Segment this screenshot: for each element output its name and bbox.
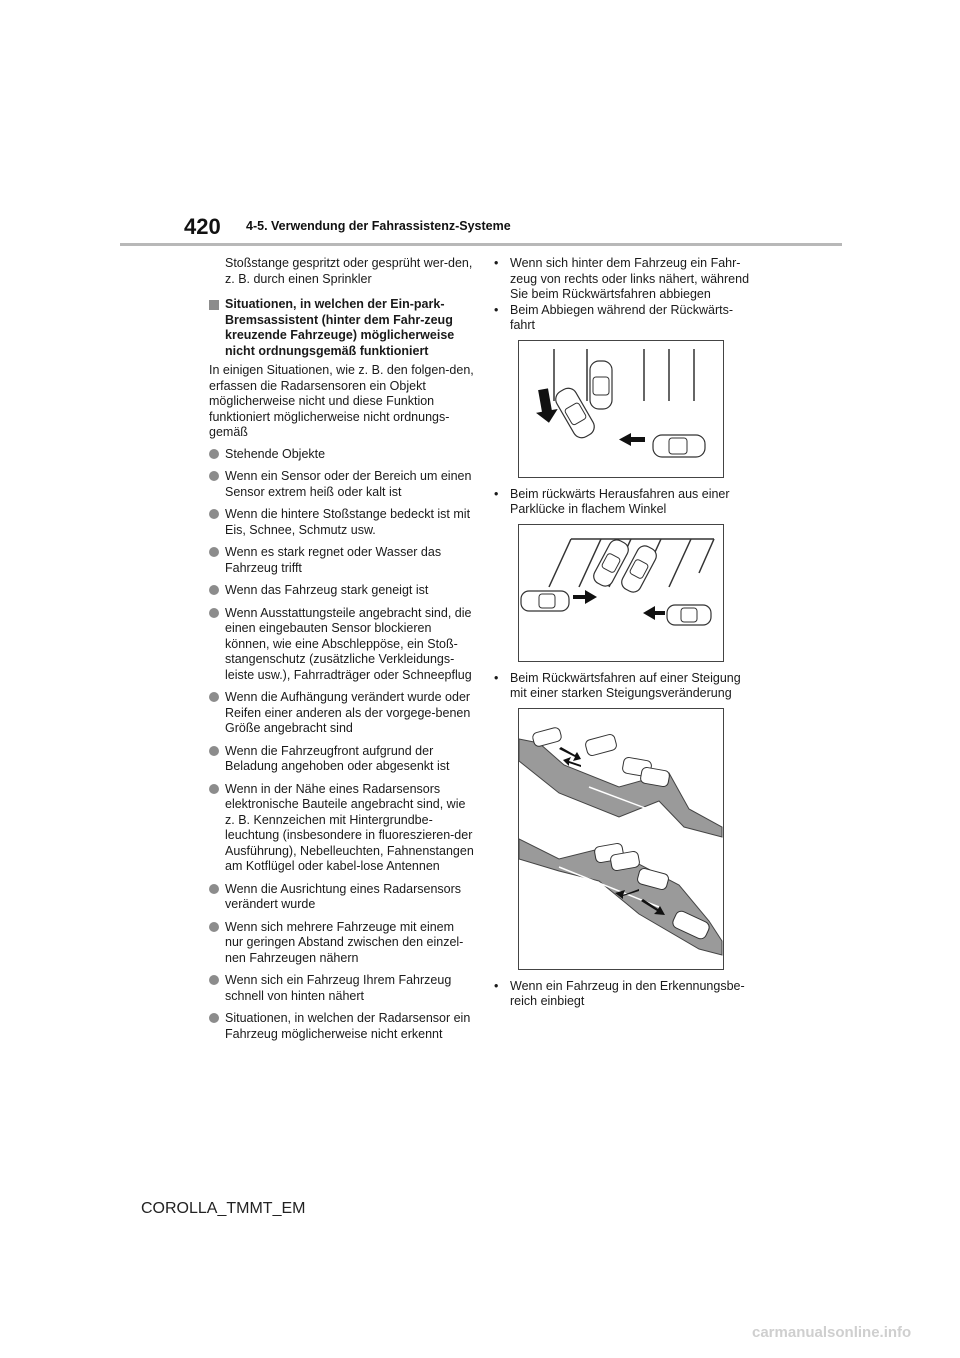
list-item [209, 1011, 475, 1042]
left-column [209, 256, 475, 1049]
circle-bullet-icon [209, 746, 219, 756]
intro-continuation: Stoßstange gespritzt oder gesprüht wer-den, z. B. durch einen Sprinkler [225, 256, 473, 286]
list-item [209, 782, 475, 875]
dash-bullet: • [494, 670, 499, 685]
circle-bullet-icon [209, 585, 219, 595]
list-item [209, 744, 475, 775]
dash-bullet: • [494, 486, 499, 501]
list-item [209, 882, 475, 913]
circle-bullet-icon [209, 471, 219, 481]
car-icon [532, 726, 563, 747]
list-item-text: Wenn ein Sensor oder der Bereich um einen Sensor extrem heiß oder kalt ist [225, 469, 472, 499]
list-item [209, 469, 475, 500]
approaching-car-icon [653, 435, 705, 457]
circle-bullet-icon [209, 692, 219, 702]
list-item-text: Wenn es stark regnet oder Wasser das Fahrzeug trifft [225, 545, 442, 575]
list-item [209, 583, 475, 599]
parked-car-icon [590, 361, 612, 409]
circle-bullet-icon [209, 784, 219, 794]
list-item-text: Wenn ein Fahrzeug in den Erkennungsbe-reich einbiegt [510, 978, 745, 1008]
list-item [209, 690, 475, 737]
right-arrow-icon [573, 590, 597, 604]
illustration-reverse-turn [518, 340, 724, 478]
left-arrow-icon [619, 433, 645, 446]
list-item [492, 671, 754, 702]
list-item-text: Wenn sich mehrere Fahrzeuge mit einem nur geringen Abstand zwischen den einzel-nen Fahrzeugen nähern [225, 919, 464, 965]
list-item-text: Wenn die hintere Stoßstange bedeckt ist mit Eis, Schnee, Schmutz usw. [225, 507, 471, 537]
list-item-text: Wenn sich hinter dem Fahrzeug ein Fahr-zeug von rechts oder links nähert, während Sie beim Rückwärtsfahren abbiegen [510, 256, 750, 301]
list-item [209, 606, 475, 684]
list-item-text: Stehende Objekte [225, 446, 326, 461]
list-item-text: Beim Rückwärtsfahren auf einer Steigung mit einer starken Steigungsveränderung [510, 670, 741, 700]
list-item-text: Wenn sich ein Fahrzeug Ihrem Fahrzeug schnell von hinten nähert [225, 973, 452, 1003]
circle-bullet-icon [209, 884, 219, 894]
circle-bullet-icon [209, 922, 219, 932]
circle-bullet-icon [209, 547, 219, 557]
list-item [492, 979, 754, 1010]
circle-bullet-icon [209, 608, 219, 618]
circle-bullet-icon [209, 975, 219, 985]
list-item [492, 487, 754, 518]
dash-bullet: • [494, 978, 499, 993]
section-heading-text: Situationen, in welchen der Ein-park-Bremsassistent (hinter dem Fahr-zeug kreuzende Fahrzeuge) möglicherweise nicht ordnungsgemäß funktioniert [225, 297, 455, 358]
watermark: carmanualsonline.info [752, 1324, 912, 1341]
list-item [492, 256, 754, 303]
illustration-slope [518, 708, 724, 970]
circle-bullet-icon [209, 1013, 219, 1023]
list-item [209, 973, 475, 1004]
turn-arrow-icon [532, 387, 560, 424]
list-item-text: Wenn in der Nähe eines Radarsensors elektronische Bauteile angebracht sind, wie z. B. Kennzeichen mit Hintergrundbe-leuchtung (insbesondere in fluoreszieren-der Ausführung), Nebelleuchten, Fahnenstangen am Kotflügel oder kabel-lose Antennen [225, 781, 474, 873]
intro-paragraph: In einigen Situationen, wie z. B. den folgen-den, erfassen die Radarsensoren ein Objekt möglicherweise nicht und diese Funktion funktioniert möglicherweise nicht ordnungs-gemäß [209, 363, 474, 439]
circle-bullet-icon [209, 449, 219, 459]
car-icon [584, 733, 617, 756]
list-item-text: Wenn die Aufhängung verändert wurde oder Reifen einer anderen als der vorgege-benen Größe angebracht sind [225, 690, 471, 735]
list-item-text: Wenn Ausstattungsteile angebracht sind, die einen eingebauten Sensor blockieren können, wie eine Abschleppöse, ein Stoß-stangenschutz (zusätzliche Verkleidungs-leiste usw.), Fahrradträger oder Schneepflug [225, 605, 472, 682]
left-arrow-icon [643, 606, 665, 620]
list-item-text: Wenn die Fahrzeugfront aufgrund der Beladung angehoben oder abgesenkt ist [225, 743, 450, 773]
list-item-text: Beim rückwärts Herausfahren aus einer Parklücke in flachem Winkel [510, 486, 730, 516]
list-item [209, 920, 475, 967]
list-item-text: Wenn die Ausrichtung eines Radarsensors verändert wurde [225, 881, 462, 911]
reversing-car-icon [521, 591, 569, 611]
square-bullet-icon [209, 300, 219, 310]
dash-bullet: • [494, 256, 499, 270]
section-heading [209, 297, 475, 359]
list-item [492, 303, 754, 334]
list-item-text: Beim Abbiegen während der Rückwärts-fahrt [510, 302, 734, 332]
header-divider [120, 243, 842, 246]
model-code: COROLLA_TMMT_EM [141, 1200, 306, 1217]
right-column [492, 256, 754, 1010]
list-item [209, 447, 475, 463]
circle-bullet-icon [209, 509, 219, 519]
dash-bullet: • [494, 302, 499, 317]
list-item-text: Situationen, in welchen der Radarsensor ein Fahrzeug möglicherweise nicht erkennt [225, 1011, 471, 1041]
list-item [209, 507, 475, 538]
list-item-text: Wenn das Fahrzeug stark geneigt ist [225, 583, 429, 597]
approaching-car-icon [667, 605, 711, 625]
illustration-angled-parking [518, 524, 724, 662]
list-item [209, 545, 475, 576]
section-title: 4-5. Verwendung der Fahrassistenz-Systeme [246, 219, 511, 233]
page-number: 420 [184, 214, 221, 239]
